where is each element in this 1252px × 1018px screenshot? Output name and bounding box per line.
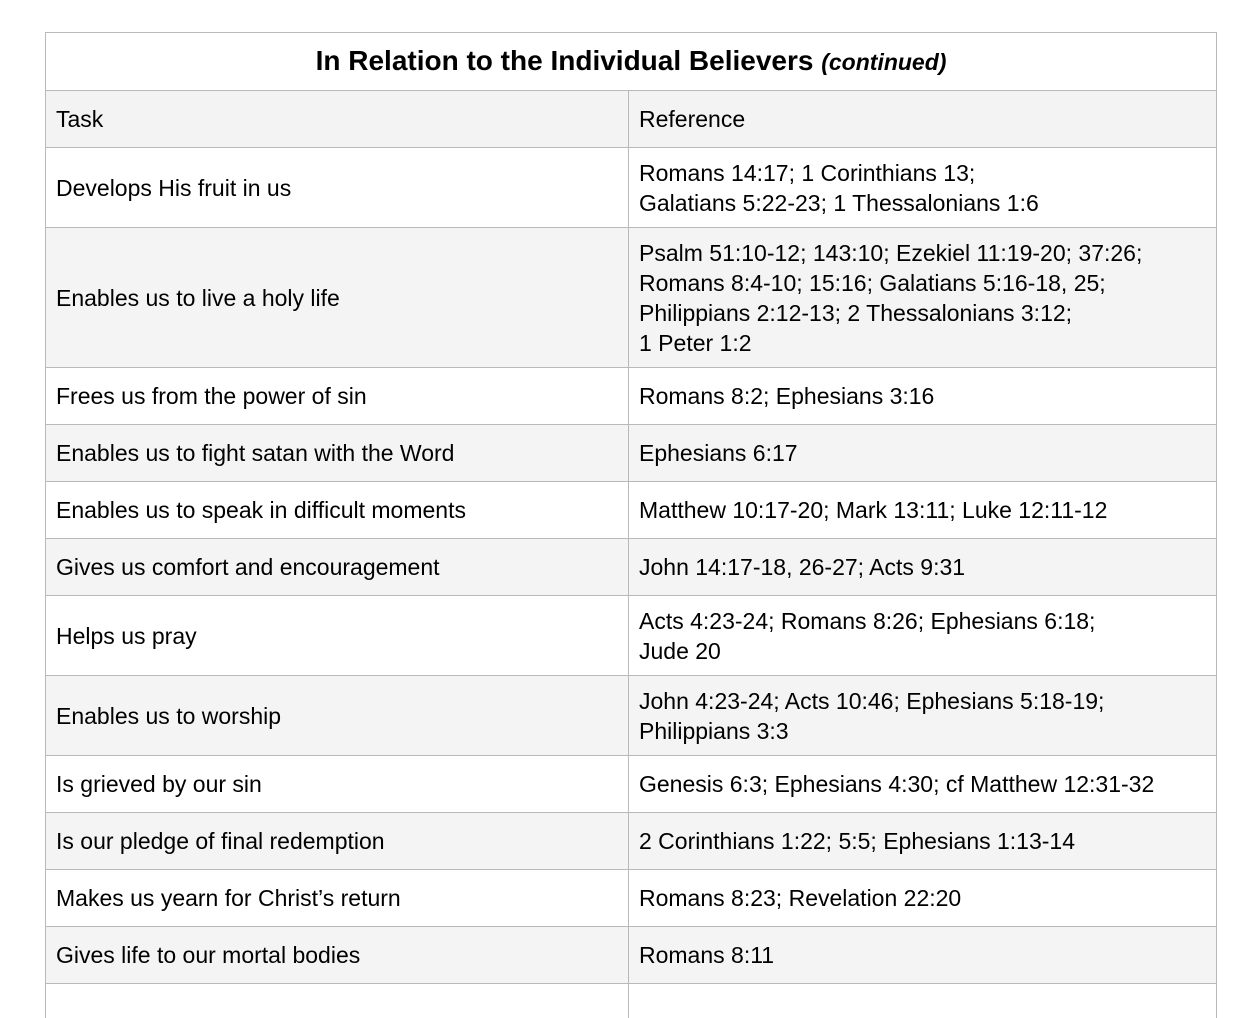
table-title: [46, 33, 1217, 91]
reference-cell: [629, 539, 1217, 596]
reference-line: Romans 8:11: [639, 942, 775, 968]
reference-cell: [629, 596, 1217, 676]
reference-table-container: [45, 32, 1216, 1018]
reference-line: Philippians 3:3: [639, 717, 789, 744]
task-cell: Makes us yearn for Christ’s return: [46, 870, 629, 927]
task-cell: Helps us pray: [46, 596, 629, 676]
reference-line: Romans 8:2; Ephesians 3:16: [639, 383, 935, 409]
reference-cell: [629, 870, 1217, 927]
table-row: [46, 368, 1217, 425]
reference-cell: [629, 368, 1217, 425]
reference-line: John 4:23-24; Acts 10:46; Ephesians 5:18-19;: [639, 687, 1105, 714]
task-cell-empty: [46, 984, 629, 1018]
reference-line: 1 Peter 1:2: [639, 329, 752, 356]
reference-line: Ephesians 6:17: [639, 440, 798, 466]
table-row: [46, 425, 1217, 482]
table-title-text: In Relation to the Individual Believers: [315, 45, 814, 76]
table-row: [46, 148, 1217, 228]
reference-line: Acts 4:23-24; Romans 8:26; Ephesians 6:18;: [639, 607, 1096, 634]
task-cell: Gives us comfort and encouragement: [46, 539, 629, 596]
reference-cell: [629, 228, 1217, 368]
table-row: [46, 596, 1217, 676]
task-cell: Develops His fruit in us: [46, 148, 629, 228]
reference-cell: [629, 813, 1217, 870]
table-row-empty: [46, 984, 1217, 1018]
table-row: [46, 927, 1217, 984]
reference-cell: [629, 927, 1217, 984]
column-header-task: Task: [46, 91, 629, 148]
reference-line: Romans 14:17; 1 Corinthians 13;: [639, 159, 976, 186]
table-row: [46, 676, 1217, 756]
reference-cell: [629, 148, 1217, 228]
task-cell: Is grieved by our sin: [46, 756, 629, 813]
reference-cell: [629, 756, 1217, 813]
reference-line: Psalm 51:10-12; 143:10; Ezekiel 11:19-20; 37:26;: [639, 239, 1143, 266]
reference-line: Genesis 6:3; Ephesians 4:30; cf Matthew 12:31-32: [639, 771, 1155, 797]
task-cell: Enables us to live a holy life: [46, 228, 629, 368]
reference-line: Romans 8:23; Revelation 22:20: [639, 885, 962, 911]
reference-line: John 14:17-18, 26-27; Acts 9:31: [639, 554, 966, 580]
task-cell: Enables us to worship: [46, 676, 629, 756]
reference-line: Jude 20: [639, 637, 721, 664]
reference-table: [45, 32, 1217, 1018]
task-cell: Gives life to our mortal bodies: [46, 927, 629, 984]
table-header-row: [46, 91, 1217, 148]
table-row: [46, 756, 1217, 813]
table-row: [46, 813, 1217, 870]
task-cell: Enables us to speak in difficult moments: [46, 482, 629, 539]
reference-line: Matthew 10:17-20; Mark 13:11; Luke 12:11-12: [639, 497, 1108, 523]
task-cell: Frees us from the power of sin: [46, 368, 629, 425]
task-cell: Enables us to fight satan with the Word: [46, 425, 629, 482]
reference-cell: [629, 425, 1217, 482]
table-title-row: [46, 33, 1217, 91]
table-title-suffix: (continued): [821, 49, 947, 75]
task-cell: Is our pledge of final redemption: [46, 813, 629, 870]
table-row: [46, 482, 1217, 539]
reference-line: Philippians 2:12-13; 2 Thessalonians 3:12;: [639, 299, 1073, 326]
reference-line: 2 Corinthians 1:22; 5:5; Ephesians 1:13-14: [639, 828, 1076, 854]
table-row: [46, 539, 1217, 596]
reference-cell: [629, 482, 1217, 539]
reference-cell-empty: [629, 984, 1217, 1018]
table-body: [46, 148, 1217, 1018]
reference-line: Galatians 5:22-23; 1 Thessalonians 1:6: [639, 189, 1039, 216]
reference-line: Romans 8:4-10; 15:16; Galatians 5:16-18, 25;: [639, 269, 1106, 296]
table-row: [46, 870, 1217, 927]
reference-cell: [629, 676, 1217, 756]
column-header-reference: Reference: [629, 91, 1217, 148]
table-row: [46, 228, 1217, 368]
